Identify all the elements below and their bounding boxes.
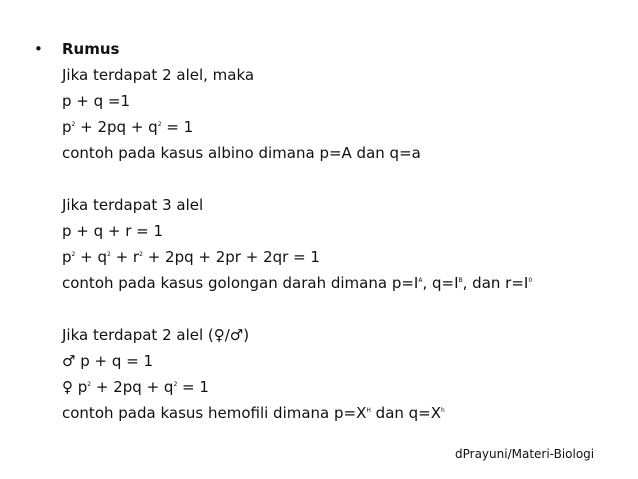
section-title: Rumus — [62, 40, 120, 58]
spacer — [62, 296, 622, 322]
three-allele-equation: p + q + r = 1 — [62, 222, 164, 240]
blood-type-example: contoh pada kasus golongan darah dimana $p=I^A$, $q=I^B$, dan $r=I^0$ — [62, 274, 533, 292]
bullet-point: • — [34, 40, 43, 58]
male-equation: ♂ p + q = 1 — [62, 352, 154, 370]
two-allele-hardy-weinberg: $p^2 + 2pq + q^2 = 1$ — [62, 118, 194, 136]
sex-linked-intro: Jika terdapat 2 alel (♀/♂) — [62, 326, 250, 344]
albino-example: contoh pada kasus albino dimana p=A dan q=a — [62, 144, 421, 162]
spacer — [62, 166, 622, 192]
three-allele-intro: Jika terdapat 3 alel — [62, 196, 204, 214]
hemophilia-example: contoh pada kasus hemofili dimana $p=X^H$ dan $q=X^h$ — [62, 404, 445, 422]
three-allele-hardy-weinberg: $p^2 + q^2 + r^2 + 2pq + 2pr + 2qr = 1$ — [62, 248, 320, 266]
two-allele-intro: Jika terdapat 2 alel, maka — [62, 66, 255, 84]
female-equation: ♀ $p^2 + 2pq + q^2 = 1$ — [62, 378, 209, 396]
slide-content — [62, 36, 622, 426]
two-allele-equation: p + q =1 — [62, 92, 131, 110]
footer-credit: dPrayuni/Materi-Biologi — [455, 447, 595, 461]
